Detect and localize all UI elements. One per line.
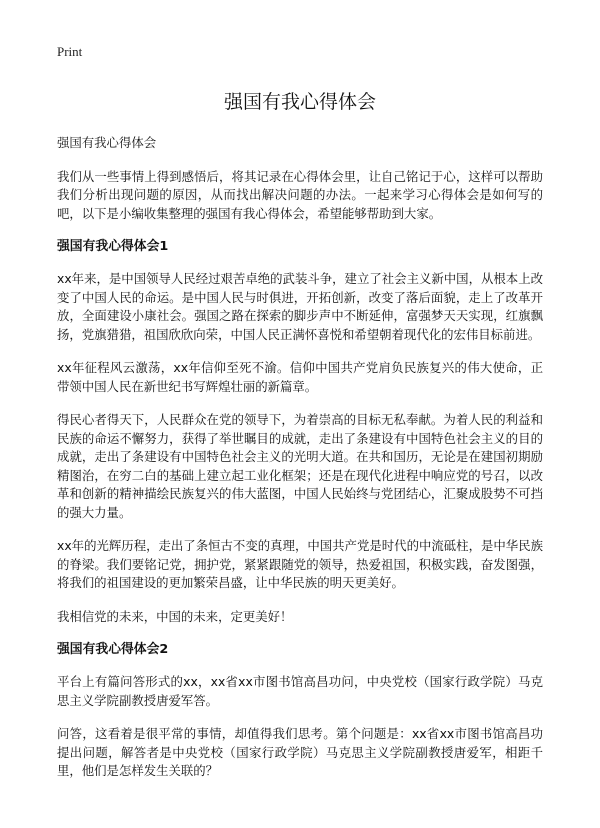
page-title: 强国有我心得体会 (223, 91, 376, 113)
document-subtitle: 强国有我心得体会 (57, 135, 157, 150)
section-1-paragraph-3: 得民心者得天下，人民群众在党的领导下，为着崇高的目标无私奉献。为着人民的利益和民族的命运不懈努力，获得了举世瞩目的成就，走出了条建设有中国特色社会主义的目的成就，走出了条建设有中国特色社会主义的光明大道。在共和国历，无论是在建国初期励精图治，在穷二白的基础上建立起工业化框架；还是在现代化进程中响应党的号召，以改革和创新的精神描绘民族复兴的伟大蓝图，中国人民始终与党团结心，汇聚成股势不可挡的强大力量。 (57, 412, 543, 520)
section-2-paragraph-1: 平台上有篇问答形式的xx，xx省xx市图书馆高昌功问，中央党校（国家行政学院）马克思主义学院副教授唐爱军答。 (57, 674, 543, 708)
section-2-paragraph-2: 问答，这看着是很平常的事情，却值得我们思考。第个问题是：xx省xx市图书馆高昌功提出问题，解答者是中央党校（国家行政学院）马克思主义学院副教授唐爱军，相距千里，他们是怎样发生关联的？ (57, 726, 543, 778)
section-heading-1: 强国有我心得体会1 (57, 239, 169, 254)
section-1-paragraph-4: xx年的光辉历程，走出了条恒古不变的真理，中国共产党是时代的中流砥柱，是中华民族的脊梁。我们要铭记党，拥护党，紧紧跟随党的领导，热爱祖国，积极实践，奋发图强，将我们的祖国建设的更加繁荣昌盛，让中华民族的明天更美好。 (57, 538, 543, 590)
section-heading-2: 强国有我心得体会2 (57, 642, 169, 657)
section-1-paragraph-2: xx年征程风云激荡，xx年信仰至死不渝。信仰中国共产党肩负民族复兴的伟大使命，正带领中国人民在新世纪书写辉煌壮丽的新篇章。 (57, 360, 543, 394)
print-link[interactable]: Print (57, 44, 83, 59)
intro-paragraph: 我们从一些事情上得到感悟后，将其记录在心得体会里，让自己铭记于心，这样可以帮助我们分析出现问题的原因，从而找出解决问题的办法。一起来学习心得体会是如何写的吧，以下是小编收集整理的强国有我心得体会，希望能够帮助到大家。 (57, 168, 543, 221)
section-1-paragraph-1: xx年来，是中国领导人民经过艰苦卓绝的武装斗争，建立了社会主义新中国，从根本上改变了中国人民的命运。是中国人民与时俱进，开拓创新，改变了落后面貌，走上了改革开放，全面建设小康社会。强国之路在探索的脚步声中不断延伸，富强梦天天实现，红旗飘扬，党旗猎猎，祖国欣欣向荣，中国人民正满怀喜悦和希望朝着现代化的宏伟目标前进。 (57, 271, 543, 342)
section-1-paragraph-5: 我相信党的未来，中国的未来，定更美好！ (57, 608, 293, 624)
